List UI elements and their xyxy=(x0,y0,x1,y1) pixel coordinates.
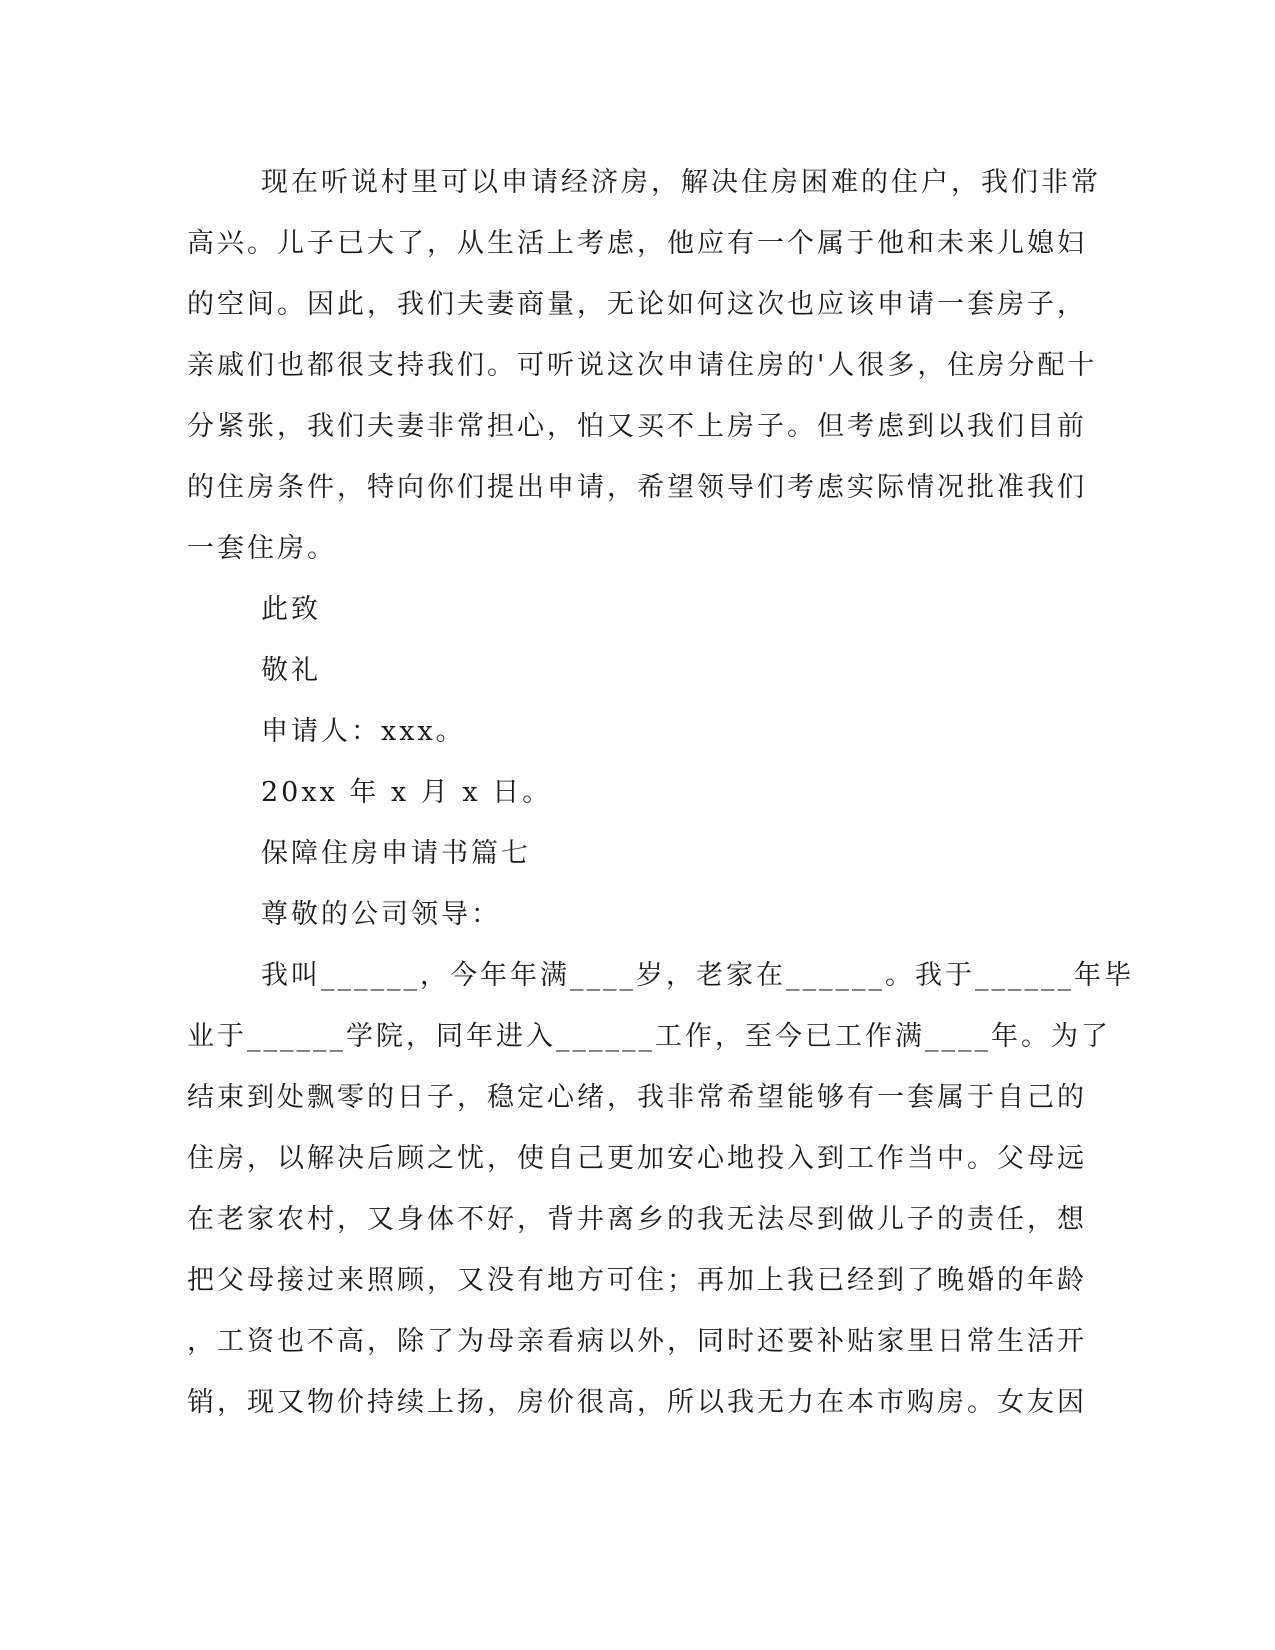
text-line: 分紧张，我们夫妻非常担心，怕又买不上房子。但考虑到以我们目前 xyxy=(187,411,1087,442)
text-line: 亲戚们也都很支持我们。可听说这次申请住房的'人很多，住房分配十 xyxy=(187,350,1098,381)
text-line: 的住房条件，特向你们提出申请，希望领导们考虑实际情况批准我们 xyxy=(187,472,1087,503)
text-line: 的空间。因此，我们夫妻商量，无论如何这次也应该申请一套房子， xyxy=(187,289,1087,320)
applicant-line: 申请人：xxx。 xyxy=(261,716,466,747)
text-line: 我叫______，今年年满____岁，老家在______。我于______年毕 xyxy=(261,960,1134,991)
section-title: 保障住房申请书篇七 xyxy=(261,838,531,869)
text-line: 在老家农村，又身体不好，背井离乡的我无法尽到做儿子的责任，想 xyxy=(187,1204,1087,1235)
text-line: ，工资也不高，除了为母亲看病以外，同时还要补贴家里日常生活开 xyxy=(187,1326,1087,1357)
text-line: 住房，以解决后顾之忧，使自己更加安心地投入到工作当中。父母远 xyxy=(187,1143,1087,1174)
text-line: 结束到处飘零的日子，稳定心绪，我非常希望能够有一套属于自己的 xyxy=(187,1082,1087,1113)
text-line: 一套住房。 xyxy=(187,533,337,564)
date-line: 20xx 年 x 月 x 日。 xyxy=(261,777,553,808)
text-line: 把父母接过来照顾，又没有地方可住；再加上我已经到了晚婚的年龄 xyxy=(187,1265,1087,1296)
closing-phrase: 此致 xyxy=(261,594,321,625)
text-line: 销，现又物价持续上扬，房价很高，所以我无力在本市购房。女友因 xyxy=(187,1387,1087,1418)
closing-salute: 敬礼 xyxy=(261,655,321,686)
document-body xyxy=(187,152,1134,1433)
salutation: 尊敬的公司领导： xyxy=(261,899,501,930)
text-line: 业于______学院，同年进入______工作，至今已工作满____年。为了 xyxy=(187,1021,1111,1052)
text-line: 现在听说村里可以申请经济房，解决住房困难的住户，我们非常 xyxy=(261,167,1101,198)
text-line: 高兴。儿子已大了，从生活上考虑，他应有一个属于他和未来儿媳妇 xyxy=(187,228,1087,259)
